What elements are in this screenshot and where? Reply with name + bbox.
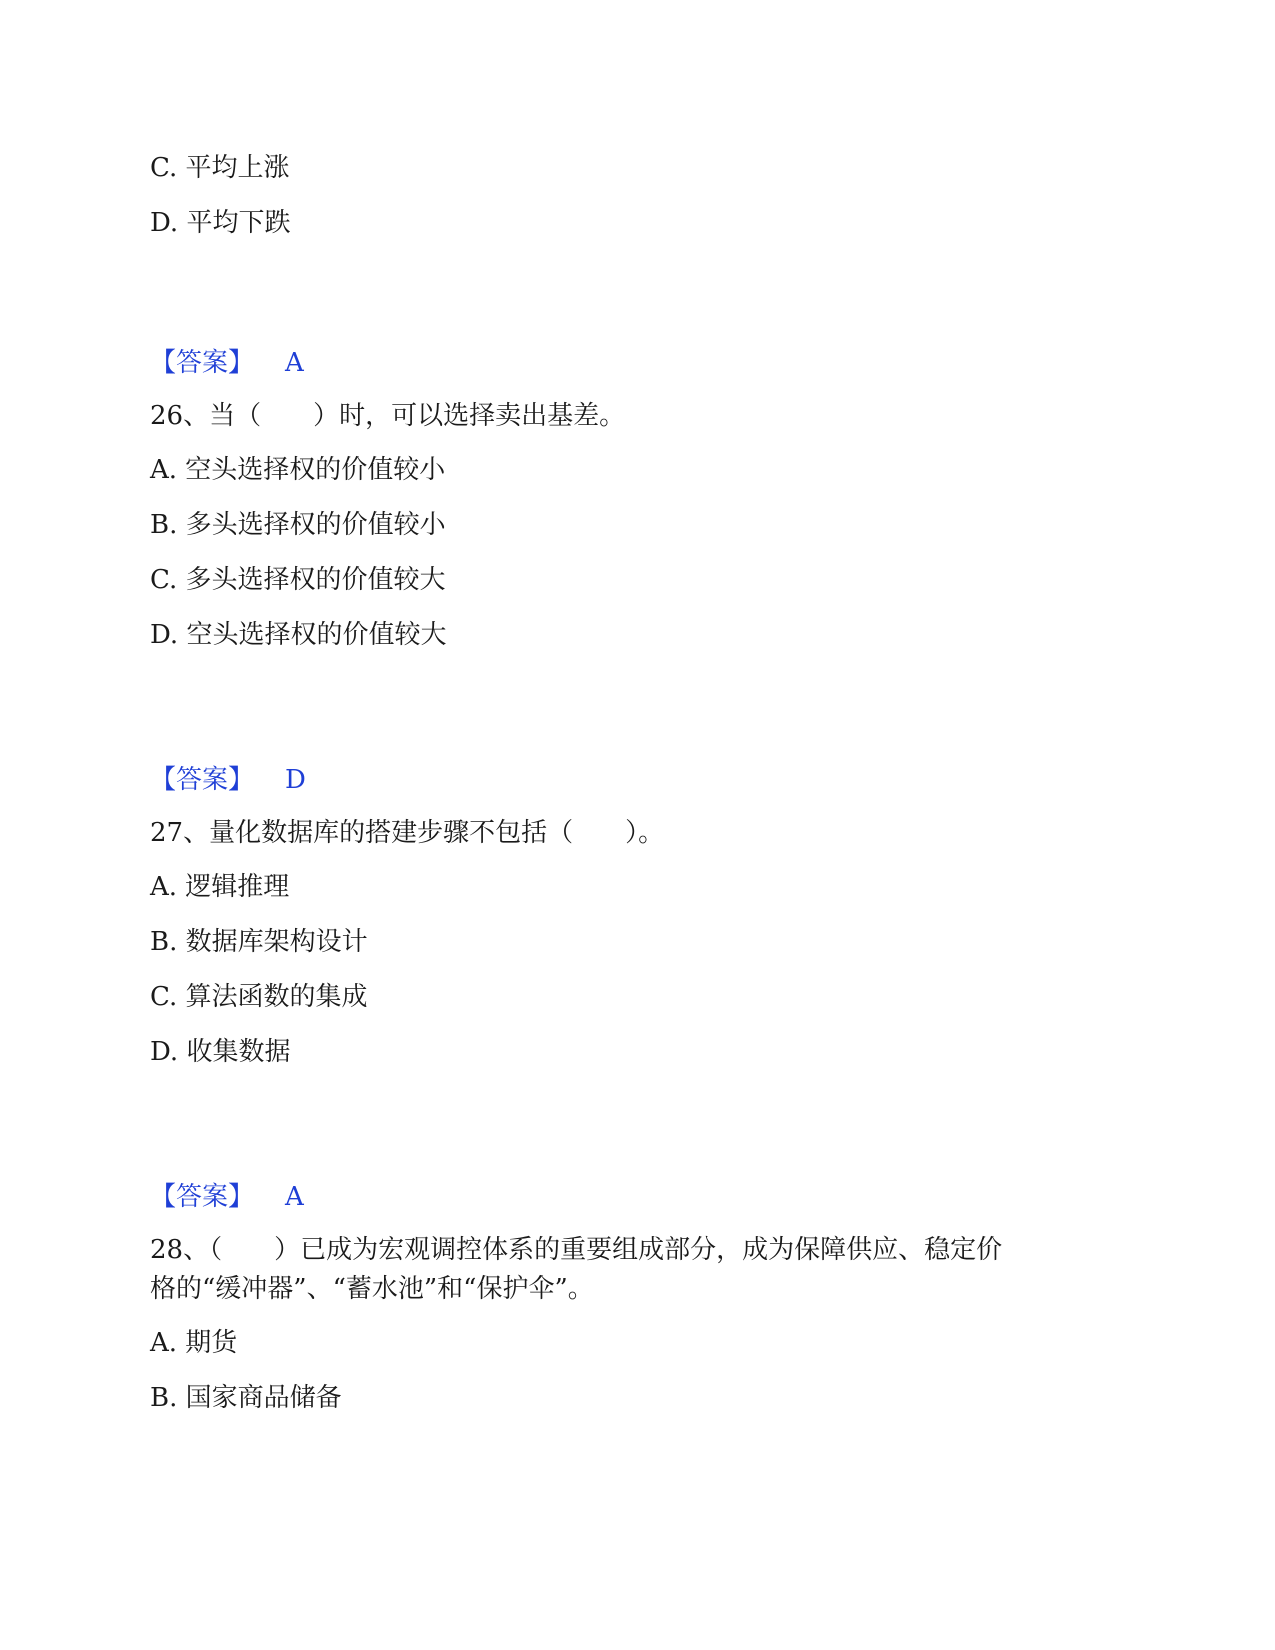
q25-answer: [150, 345, 304, 381]
q28-option-b: B. 国家商品储备: [150, 1383, 342, 1413]
answer-value: D: [285, 765, 306, 795]
q27-option-b: B. 数据库架构设计: [150, 927, 368, 957]
q26-option-b: B. 多头选择权的价值较小: [150, 510, 446, 540]
q27-option-d: D. 收集数据: [150, 1037, 291, 1067]
answer-value: A: [285, 1182, 304, 1212]
q28-question-line1: 28、（ ）已成为宏观调控体系的重要组成部分，成为保障供应、稳定价: [150, 1235, 1003, 1265]
q28-question-line2: 格的“缓冲器”、“蓄水池”和“保护伞”。: [150, 1274, 594, 1304]
q26-option-d: D. 空头选择权的价值较大: [150, 620, 447, 650]
q27-option-a: A. 逻辑推理: [150, 872, 290, 902]
answer-label: 【答案】: [150, 1182, 255, 1212]
answer-label: 【答案】: [150, 348, 255, 378]
answer-label: 【答案】: [150, 765, 255, 795]
q25-option-d: D. 平均下跌: [150, 208, 291, 238]
q28-option-a: A. 期货: [150, 1328, 238, 1358]
q27-question: 27、量化数据库的搭建步骤不包括（ ）。: [150, 818, 665, 848]
answer-value: A: [285, 348, 304, 378]
q25-option-c: C. 平均上涨: [150, 153, 290, 183]
q27-answer: [150, 1179, 304, 1215]
q26-question: 26、当（ ）时，可以选择卖出基差。: [150, 401, 626, 431]
q26-option-a: A. 空头选择权的价值较小: [150, 455, 446, 485]
q26-option-c: C. 多头选择权的价值较大: [150, 565, 446, 595]
q27-option-c: C. 算法函数的集成: [150, 982, 368, 1012]
q26-answer: [150, 762, 306, 798]
